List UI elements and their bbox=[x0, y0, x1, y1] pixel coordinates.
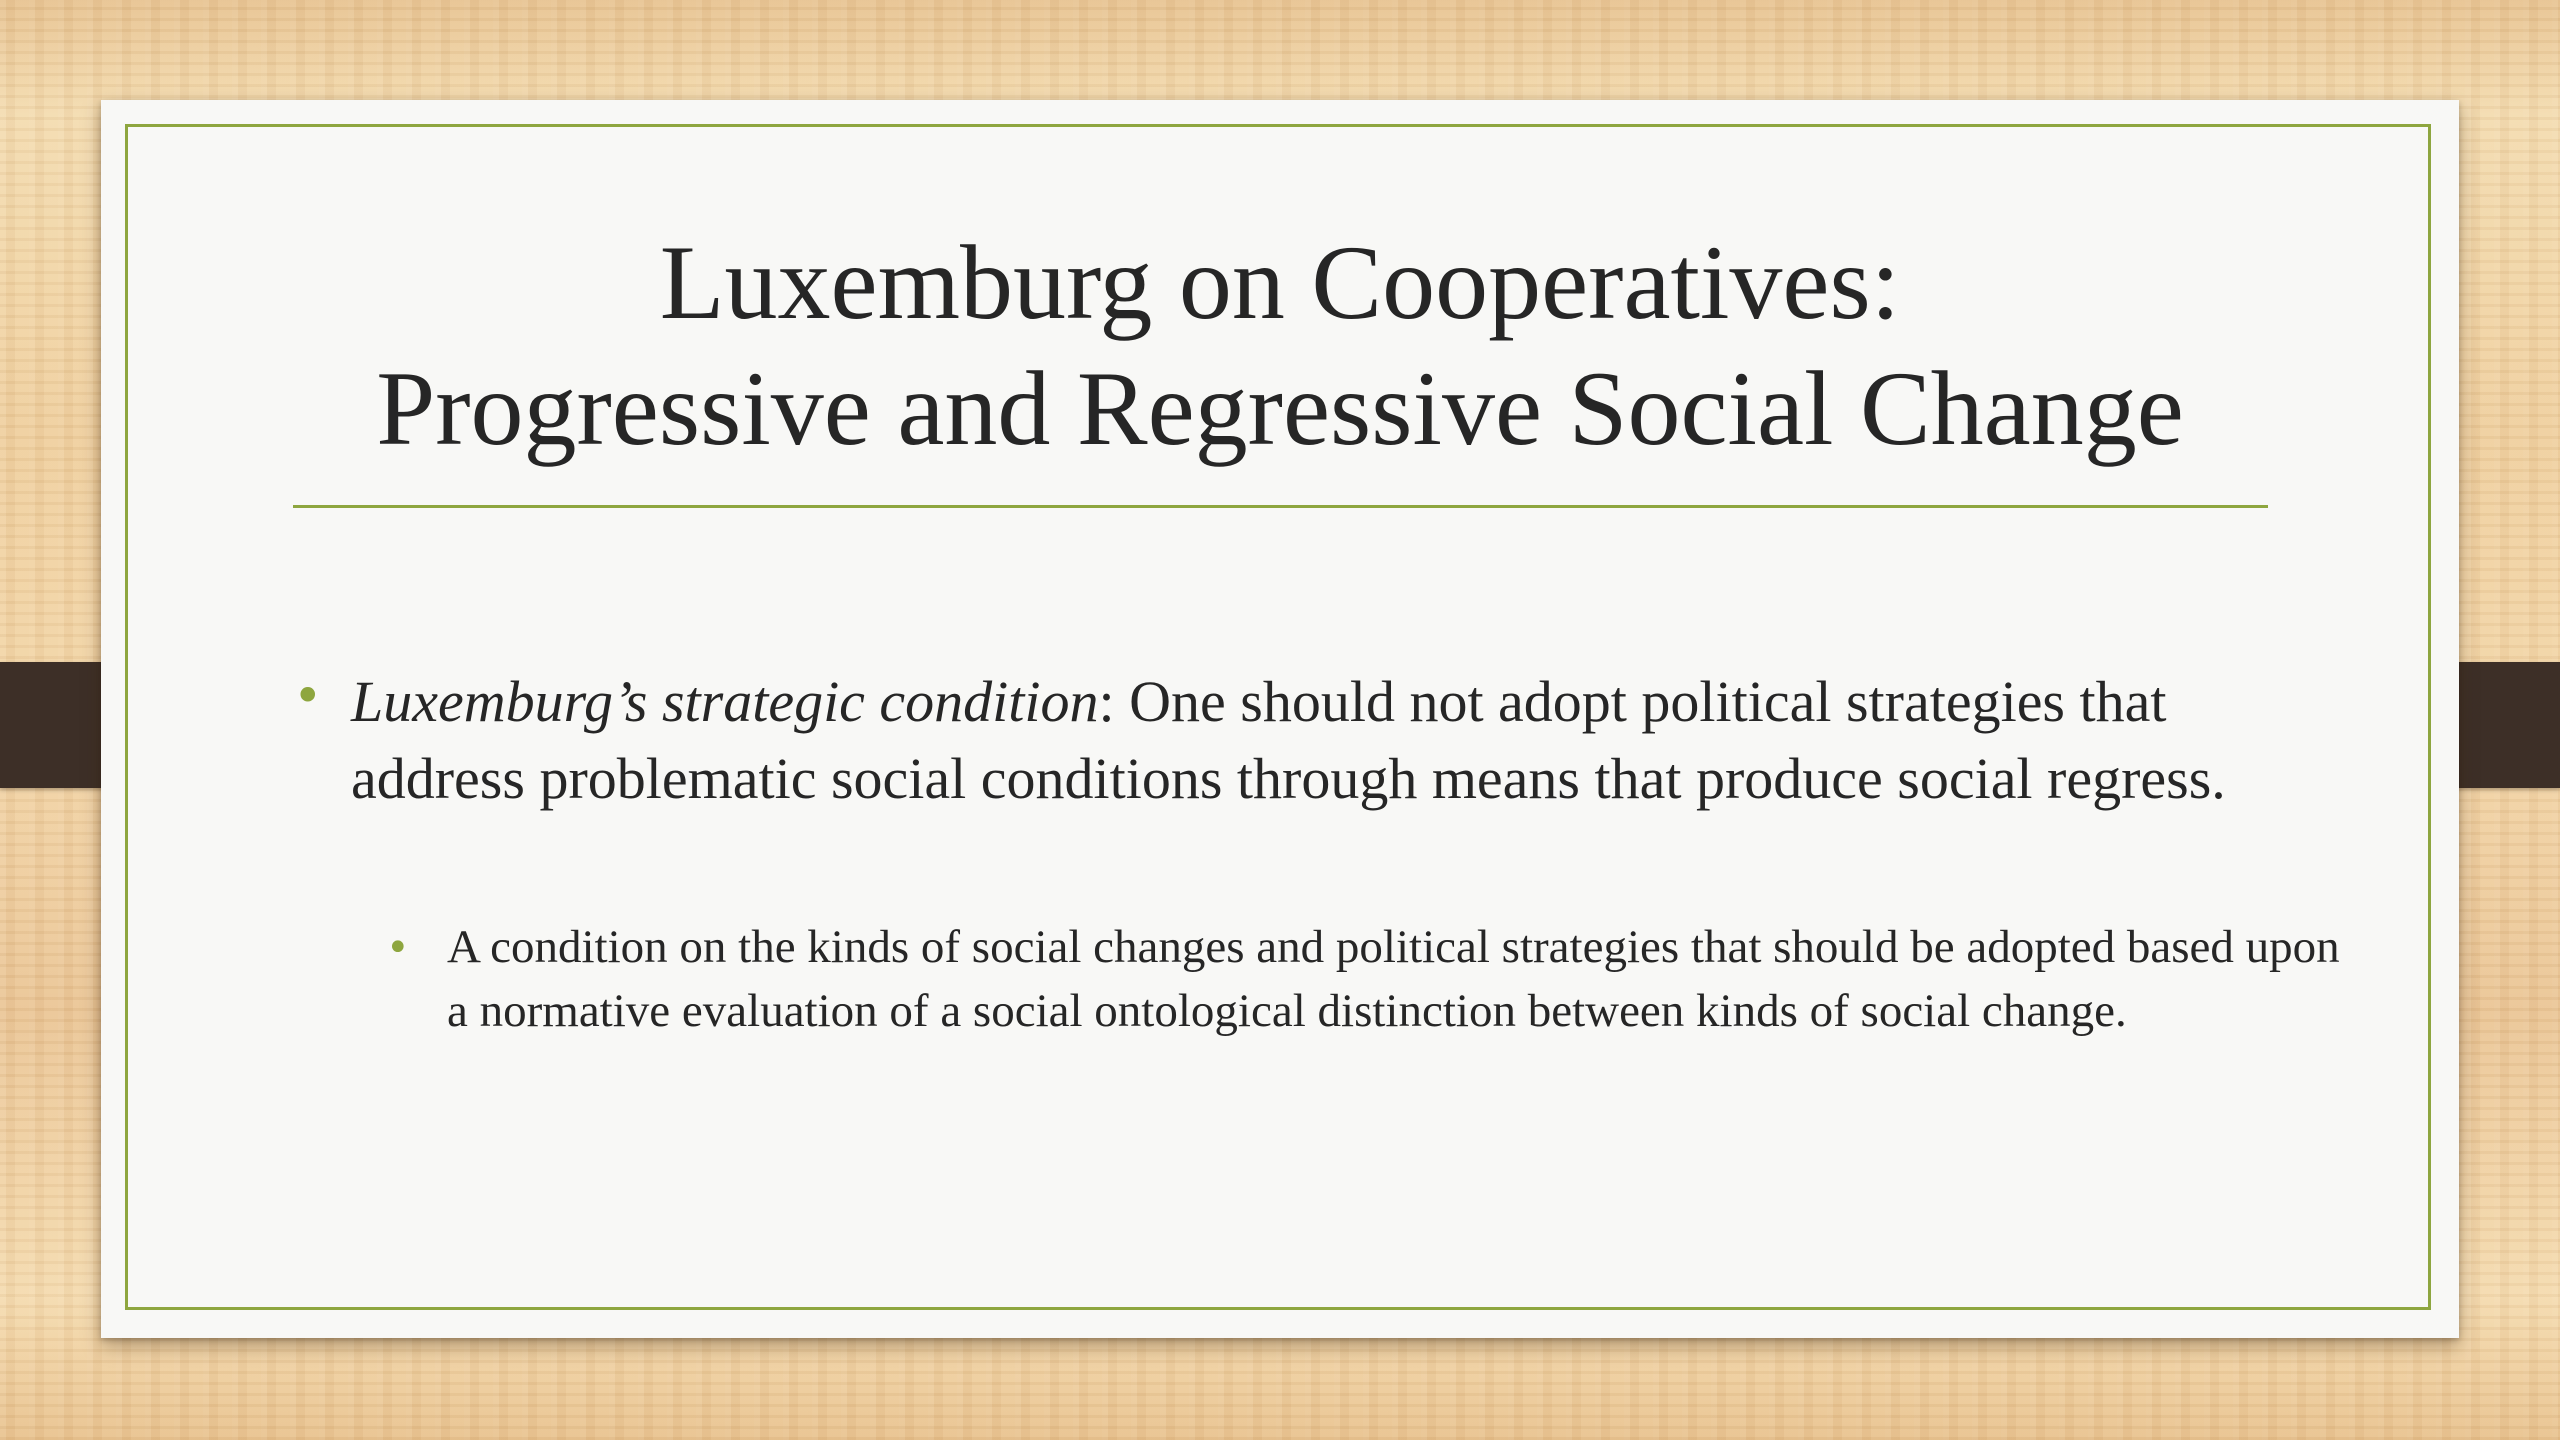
bullet-body: : One should not adopt political strategies that address problematic social conditions through means that produce social regress. bbox=[351, 669, 2226, 811]
slide-title-line-1: Luxemburg on Cooperatives: bbox=[659, 224, 1901, 341]
bullet-list bbox=[101, 100, 2459, 1338]
bullet-item-sub: A condition on the kinds of social changes and political strategies that should be adopted based upon a normative evaluation of a social ontological distinction between kinds of social change. bbox=[447, 921, 2340, 1037]
bullet-lead-term: Luxemburg’s strategic condition bbox=[351, 669, 1099, 734]
sub-bullet-marker: • bbox=[386, 925, 410, 971]
bullet-item-main bbox=[351, 663, 2311, 817]
bullet-marker: • bbox=[293, 667, 323, 725]
slide bbox=[101, 100, 2459, 1338]
slide-title-line-2: Progressive and Regressive Social Change bbox=[376, 350, 2184, 467]
